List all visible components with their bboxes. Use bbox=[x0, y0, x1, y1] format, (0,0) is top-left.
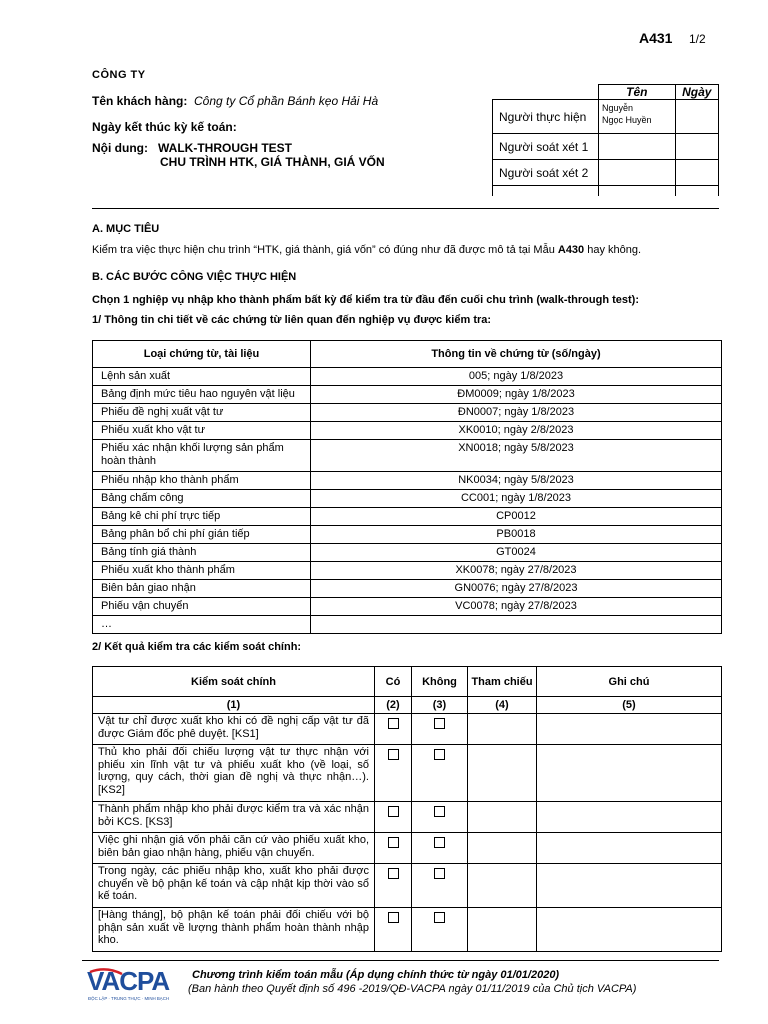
period-line bbox=[92, 120, 237, 134]
doc-type-cell: Phiếu xuất kho thành phẩm bbox=[93, 562, 311, 580]
ctrl-no-cell bbox=[412, 745, 468, 802]
ctrl-ref-cell[interactable] bbox=[468, 864, 537, 908]
client-line bbox=[92, 94, 378, 108]
ctrl-no-checkbox[interactable] bbox=[434, 868, 445, 879]
ctrl-no-checkbox[interactable] bbox=[434, 837, 445, 848]
ctrl-col-no: Không bbox=[412, 667, 468, 697]
svg-text:ĐỘC LẬP · TRUNG THỰC · MINH BẠ: ĐỘC LẬP · TRUNG THỰC · MINH BẠCH bbox=[88, 996, 170, 1001]
ctrl-ref-cell[interactable] bbox=[468, 802, 537, 833]
doc-info-cell: CC001; ngày 1/8/2023 bbox=[311, 490, 722, 508]
ctrl-num-2: (2) bbox=[375, 697, 412, 714]
signoff-preparer-date[interactable] bbox=[675, 100, 718, 134]
document-code: A431 bbox=[639, 30, 673, 46]
doc-info-cell: VC0078; ngày 27/8/2023 bbox=[311, 598, 722, 616]
ctrl-description: Vật tư chỉ được xuất kho khi có đề nghị cấp vật tư đã được Giám đốc phê duyệt. [KS1] bbox=[93, 714, 375, 745]
ctrl-yes-checkbox[interactable] bbox=[388, 718, 399, 729]
signoff-col-date: Ngày bbox=[675, 85, 718, 100]
doc-col-type: Loại chứng từ, tài liệu bbox=[93, 341, 311, 368]
ctrl-num-1: (1) bbox=[93, 697, 375, 714]
ctrl-no-cell bbox=[412, 714, 468, 745]
doc-row bbox=[93, 616, 722, 634]
footer-divider bbox=[82, 960, 719, 961]
ctrl-description: Thủ kho phải đối chiếu lượng vật tư thực nhận với phiếu xin lĩnh vật tư và phiếu xuất kho (về loại, số lượng, quy cách, thời gian đề nghị và thực nhận…). [KS2] bbox=[93, 745, 375, 802]
section-a-form-ref: A430 bbox=[557, 244, 585, 256]
ctrl-row bbox=[93, 745, 722, 802]
ctrl-yes-cell bbox=[375, 908, 412, 952]
footer-decision: (Ban hành theo Quyết định số 496 -2019/QĐ-VACPA ngày 01/11/2019 của Chủ tịch VACPA) bbox=[188, 983, 637, 995]
ctrl-no-checkbox[interactable] bbox=[434, 718, 445, 729]
doc-info-cell: GT0024 bbox=[311, 544, 722, 562]
period-label: Ngày kết thúc kỳ kế toán: bbox=[92, 120, 237, 134]
client-value: Công ty Cổ phần Bánh kẹo Hải Hà bbox=[194, 94, 379, 108]
content-label: Nội dung: bbox=[92, 141, 148, 155]
ctrl-note-cell[interactable] bbox=[537, 714, 722, 745]
ctrl-row bbox=[93, 864, 722, 908]
section-a-text bbox=[92, 244, 641, 256]
signoff-role-reviewer1: Người soát xét 1 bbox=[493, 134, 599, 160]
ctrl-row bbox=[93, 908, 722, 952]
ctrl-ref-cell[interactable] bbox=[468, 714, 537, 745]
doc-type-cell: Phiếu nhập kho thành phẩm bbox=[93, 472, 311, 490]
ctrl-ref-cell[interactable] bbox=[468, 833, 537, 864]
ctrl-num-5: (5) bbox=[537, 697, 722, 714]
signoff-blank bbox=[599, 186, 676, 196]
svg-text:VACPA: VACPA bbox=[87, 966, 170, 996]
doc-type-cell: Bảng chấm công bbox=[93, 490, 311, 508]
content-title-2: CHU TRÌNH HTK, GIÁ THÀNH, GIÁ VỐN bbox=[160, 155, 385, 169]
doc-info-cell: ĐN0007; ngày 1/8/2023 bbox=[311, 404, 722, 422]
ctrl-yes-cell bbox=[375, 833, 412, 864]
signoff-corner bbox=[493, 85, 599, 100]
doc-info-cell: 005; ngày 1/8/2023 bbox=[311, 368, 722, 386]
doc-info-cell bbox=[311, 616, 722, 634]
doc-row bbox=[93, 508, 722, 526]
vacpa-logo bbox=[86, 964, 176, 1004]
doc-info-cell: XN0018; ngày 5/8/2023 bbox=[311, 440, 722, 472]
doc-type-cell: Bảng kê chi phí trực tiếp bbox=[93, 508, 311, 526]
doc-type-cell: Biên bản giao nhận bbox=[93, 580, 311, 598]
ctrl-description: Thành phẩm nhập kho phải được kiểm tra và xác nhận bởi KCS. [KS3] bbox=[93, 802, 375, 833]
signoff-reviewer2-date[interactable] bbox=[675, 160, 718, 186]
doc-type-cell: Bảng tính giá thành bbox=[93, 544, 311, 562]
ctrl-yes-checkbox[interactable] bbox=[388, 837, 399, 848]
ctrl-num-4: (4) bbox=[468, 697, 537, 714]
doc-row bbox=[93, 404, 722, 422]
doc-info-cell: GN0076; ngày 27/8/2023 bbox=[311, 580, 722, 598]
doc-type-cell: Lệnh sản xuất bbox=[93, 368, 311, 386]
doc-type-cell: Phiếu xuất kho vật tư bbox=[93, 422, 311, 440]
section-a-title: A. MỤC TIÊU bbox=[92, 223, 160, 235]
ctrl-row bbox=[93, 802, 722, 833]
signoff-role-preparer: Người thực hiện bbox=[493, 100, 599, 134]
client-label: Tên khách hàng: bbox=[92, 94, 188, 108]
ctrl-no-cell bbox=[412, 833, 468, 864]
ctrl-yes-checkbox[interactable] bbox=[388, 912, 399, 923]
ctrl-yes-checkbox[interactable] bbox=[388, 868, 399, 879]
doc-row bbox=[93, 440, 722, 472]
doc-info-cell: CP0012 bbox=[311, 508, 722, 526]
ctrl-yes-cell bbox=[375, 864, 412, 908]
ctrl-note-cell[interactable] bbox=[537, 864, 722, 908]
doc-type-cell: Phiếu vận chuyển bbox=[93, 598, 311, 616]
ctrl-description: [Hàng tháng], bộ phận kế toán phải đối chiếu với bộ phận sản xuất về lượng thành phẩm hoàn thành nhập kho. bbox=[93, 908, 375, 952]
section-b-sub1: 1/ Thông tin chi tiết về các chứng từ liên quan đến nghiệp vụ được kiểm tra: bbox=[92, 314, 492, 326]
doc-row bbox=[93, 422, 722, 440]
ctrl-col-control: Kiểm soát chính bbox=[93, 667, 375, 697]
ctrl-row bbox=[93, 714, 722, 745]
signoff-preparer-name[interactable] bbox=[599, 100, 676, 134]
doc-row bbox=[93, 562, 722, 580]
doc-type-cell: Bảng phân bổ chi phí gián tiếp bbox=[93, 526, 311, 544]
doc-info-cell: PB0018 bbox=[311, 526, 722, 544]
doc-row bbox=[93, 386, 722, 404]
doc-info-cell: XK0010; ngày 2/8/2023 bbox=[311, 422, 722, 440]
section-b-title: B. CÁC BƯỚC CÔNG VIỆC THỰC HIỆN bbox=[92, 271, 297, 283]
ctrl-description: Trong ngày, các phiếu nhập kho, xuất kho phải được chuyển về bộ phận kế toán và cập nhật kịp thời vào sổ kế toán. bbox=[93, 864, 375, 908]
ctrl-description: Việc ghi nhận giá vốn phải căn cứ vào phiếu xuất kho, biên bản giao nhận hàng, phiếu vận chuyển. bbox=[93, 833, 375, 864]
content-title-1: WALK-THROUGH TEST bbox=[158, 141, 292, 155]
section-a-text-before: Kiểm tra việc thực hiện chu trình “HTK, giá thành, giá vốn” có đúng như đã được mô tả tại Mẫu bbox=[92, 244, 558, 256]
signoff-reviewer1-date[interactable] bbox=[675, 134, 718, 160]
control-table bbox=[92, 666, 722, 952]
ctrl-col-note: Ghi chú bbox=[537, 667, 722, 697]
ctrl-no-checkbox[interactable] bbox=[434, 806, 445, 817]
document-table bbox=[92, 340, 722, 634]
ctrl-note-cell[interactable] bbox=[537, 802, 722, 833]
ctrl-note-cell[interactable] bbox=[537, 908, 722, 952]
ctrl-note-cell[interactable] bbox=[537, 745, 722, 802]
section-b-sub2: 2/ Kết quả kiểm tra các kiểm soát chính: bbox=[92, 641, 302, 653]
signoff-blank bbox=[493, 186, 599, 196]
doc-type-cell: … bbox=[93, 616, 311, 634]
ctrl-note-cell[interactable] bbox=[537, 833, 722, 864]
company-label: CÔNG TY bbox=[92, 69, 146, 81]
ctrl-no-checkbox[interactable] bbox=[434, 749, 445, 760]
ctrl-yes-cell bbox=[375, 802, 412, 833]
doc-col-info: Thông tin về chứng từ (số/ngày) bbox=[311, 341, 722, 368]
ctrl-yes-checkbox[interactable] bbox=[388, 749, 399, 760]
signoff-role-reviewer2: Người soát xét 2 bbox=[493, 160, 599, 186]
doc-type-cell: Bảng định mức tiêu hao nguyên vật liệu bbox=[93, 386, 311, 404]
ctrl-no-checkbox[interactable] bbox=[434, 912, 445, 923]
doc-row bbox=[93, 490, 722, 508]
doc-type-cell: Phiếu đề nghị xuất vật tư bbox=[93, 404, 311, 422]
doc-type-cell: Phiếu xác nhận khối lượng sản phẩm hoàn thành bbox=[93, 440, 311, 472]
signoff-table bbox=[492, 84, 719, 196]
doc-info-cell: NK0034; ngày 5/8/2023 bbox=[311, 472, 722, 490]
doc-info-cell: ĐM0009; ngày 1/8/2023 bbox=[311, 386, 722, 404]
ctrl-no-cell bbox=[412, 908, 468, 952]
doc-row bbox=[93, 580, 722, 598]
ctrl-no-cell bbox=[412, 864, 468, 908]
doc-row bbox=[93, 598, 722, 616]
ctrl-num-3: (3) bbox=[412, 697, 468, 714]
signoff-blank bbox=[675, 186, 718, 196]
section-a-text-after: hay không. bbox=[584, 244, 642, 256]
ctrl-no-cell bbox=[412, 802, 468, 833]
section-b-intro: Chọn 1 nghiệp vụ nhập kho thành phẩm bất kỳ để kiểm tra từ đầu đến cuối chu trình (walk-through test): bbox=[92, 294, 639, 306]
doc-row bbox=[93, 544, 722, 562]
header-divider bbox=[92, 208, 719, 209]
signoff-reviewer1-name[interactable] bbox=[599, 134, 676, 160]
ctrl-ref-cell[interactable] bbox=[468, 908, 537, 952]
preparer-name-line2: Ngọc Huyền bbox=[602, 115, 652, 125]
content-line bbox=[92, 141, 292, 155]
ctrl-yes-cell bbox=[375, 745, 412, 802]
doc-row bbox=[93, 472, 722, 490]
preparer-name-line1: Nguyễn bbox=[602, 103, 634, 113]
ctrl-col-yes: Có bbox=[375, 667, 412, 697]
ctrl-yes-cell bbox=[375, 714, 412, 745]
page-number: 1/2 bbox=[689, 32, 706, 46]
doc-row bbox=[93, 368, 722, 386]
doc-info-cell: XK0078; ngày 27/8/2023 bbox=[311, 562, 722, 580]
ctrl-yes-checkbox[interactable] bbox=[388, 806, 399, 817]
ctrl-row bbox=[93, 833, 722, 864]
signoff-col-name: Tên bbox=[599, 85, 676, 100]
doc-row bbox=[93, 526, 722, 544]
ctrl-col-ref: Tham chiếu bbox=[468, 667, 537, 697]
signoff-reviewer2-name[interactable] bbox=[599, 160, 676, 186]
footer-program: Chương trình kiểm toán mẫu (Áp dụng chính thức từ ngày 01/01/2020) bbox=[192, 969, 560, 981]
ctrl-ref-cell[interactable] bbox=[468, 745, 537, 802]
